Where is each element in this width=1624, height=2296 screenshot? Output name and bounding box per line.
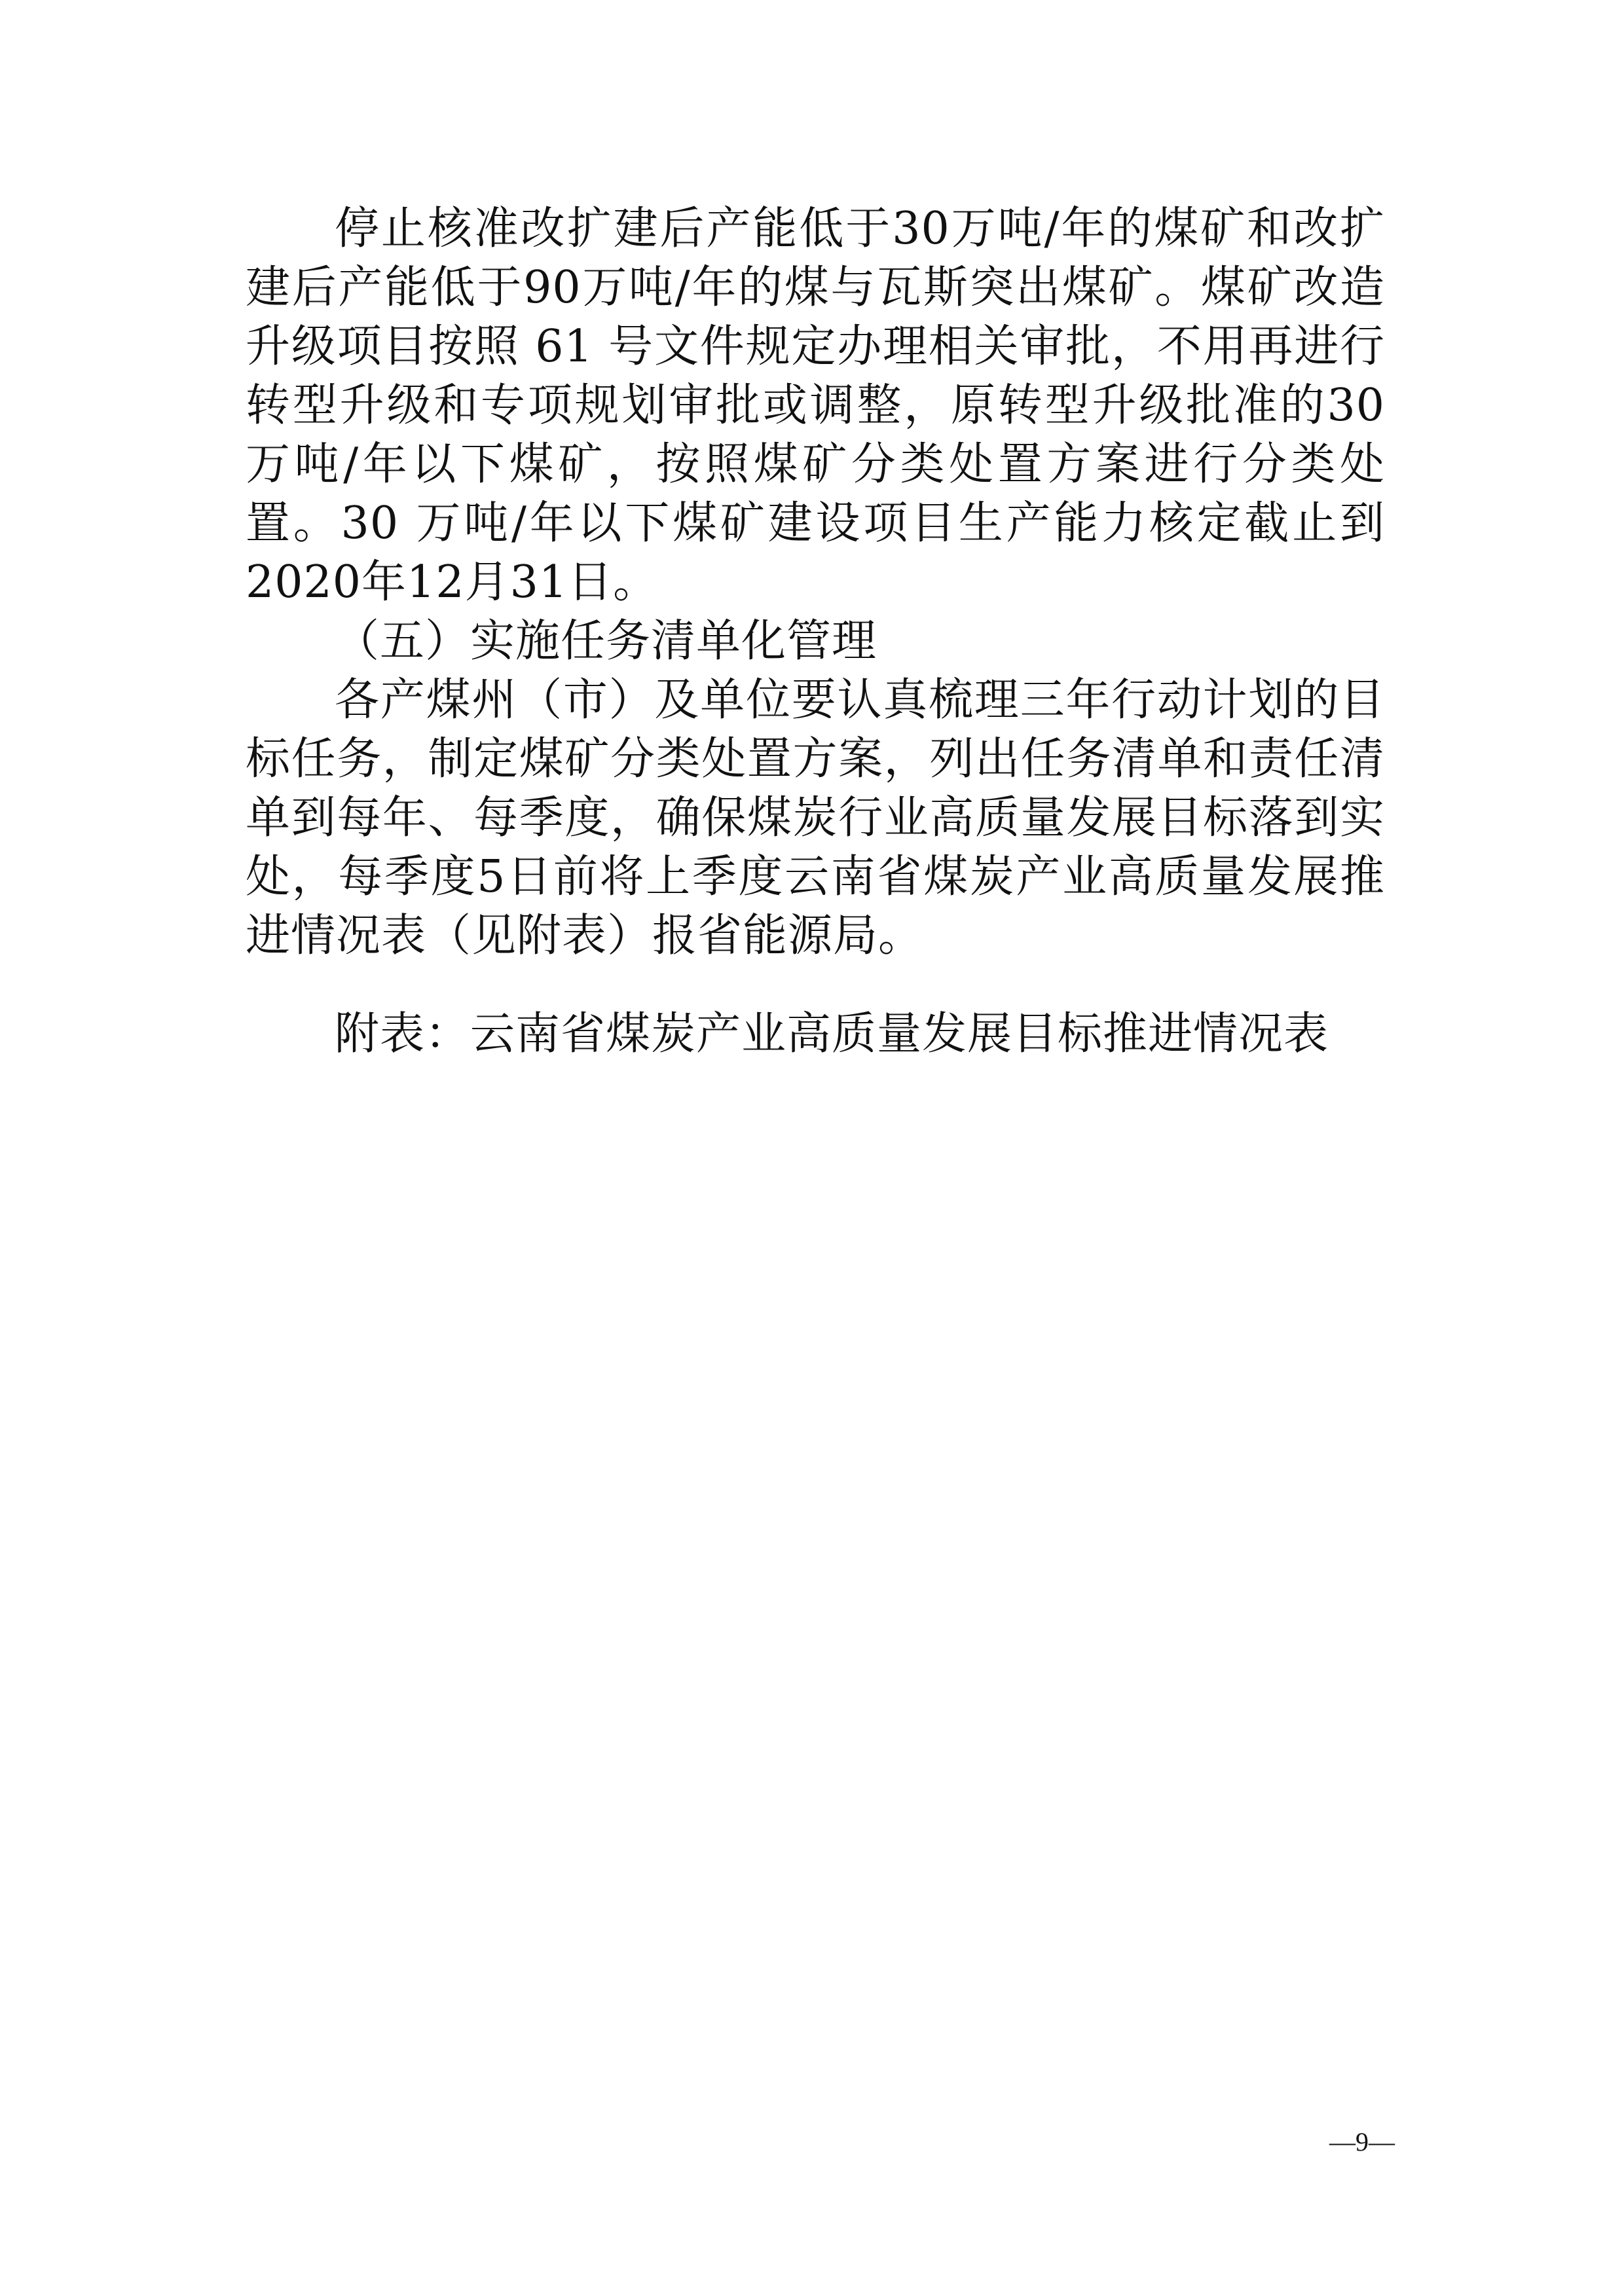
page-number: —9— [1329, 2127, 1395, 2157]
body-paragraph-1: 停止核准改扩建后产能低于30万吨/年的煤矿和改扩建后产能低于90万吨/年的煤与瓦斯突出煤矿。煤矿改造升级项目按照 61 号文件规定办理相关审批，不用再进行转型升级和专项规划审批或调整，原转型升级批准的30万吨/年以下煤矿，按照煤矿分类处置方案进行分类处置。30 万吨/年以下煤矿建设项目生产能力核定截止到2020年12月31日。 [246, 203, 1385, 608]
body-paragraph-2: 各产煤州（市）及单位要认真梳理三年行动计划的目标任务，制定煤矿分类处置方案，列出任务清单和责任清单到每年、每季度，确保煤炭行业高质量发展目标落到实处，每季度5日前将上季度云南省煤炭产业高质量发展推进情况表（见附表）报省能源局。 [246, 674, 1385, 962]
attachment-note: 附表：云南省煤炭产业高质量发展目标推进情况表 [335, 1008, 1329, 1060]
document-body [246, 200, 1385, 1064]
section-heading: （五）实施任务清单化管理 [335, 615, 877, 667]
